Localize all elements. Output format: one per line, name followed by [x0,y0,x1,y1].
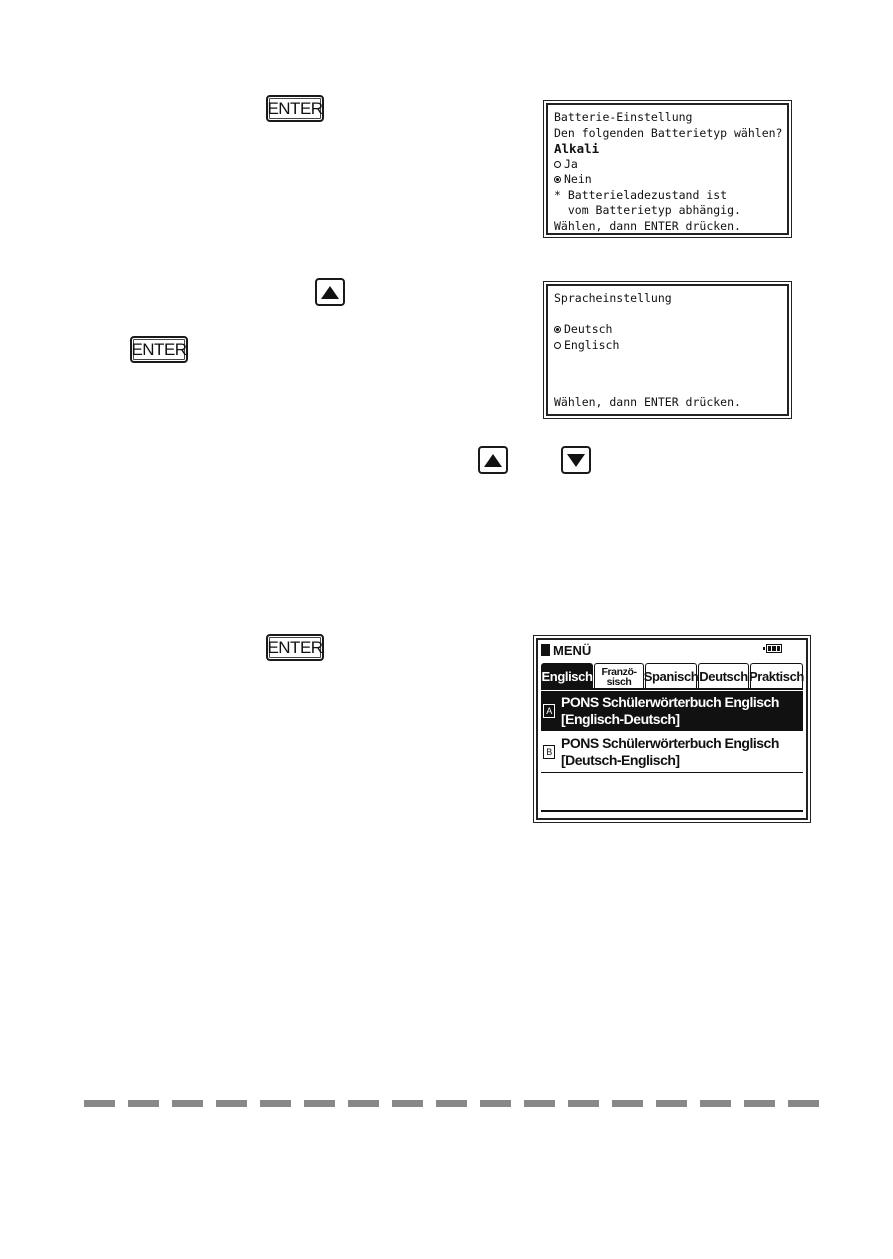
menu-square-icon [541,644,550,656]
tab-label-bottom: sisch [606,675,632,688]
up-triangle-icon [484,454,502,467]
option-yes [554,157,781,173]
screen-footer: Wählen, dann ENTER drücken. [554,218,741,233]
screen-question: Den folgenden Batterietyp wählen? [554,125,783,140]
menu-item-deutsch-englisch[interactable] [541,732,803,772]
menu-item-text [561,694,779,728]
menu-tabs [541,663,803,689]
battery-setting-screen [546,103,789,235]
dashed-separator [84,1100,819,1107]
radio-off-icon [554,161,561,168]
menu-item-text [561,735,779,769]
enter-key-icon: ENTER [266,634,324,661]
option-deutsch-label: Deutsch [564,322,613,336]
option-englisch-label: Englisch [564,337,620,352]
item-divider [541,810,803,812]
menu-title: MENÜ [553,643,592,658]
up-arrow-key-icon [478,446,508,474]
option-englisch [554,338,781,354]
tab-franzoesisch[interactable] [594,663,644,689]
screen-title: Batterie-Einstellung [554,110,693,124]
menu-item-line1: PONS Schülerwörterbuch Englisch [561,735,779,751]
tab-deutsch[interactable]: Deutsch [698,663,749,689]
screen-footer: Wählen, dann ENTER drücken. [554,394,741,409]
screen-title: Spracheinstellung [554,291,672,305]
enter-key-icon: ENTER [266,95,324,122]
radio-on-icon [554,176,561,183]
option-no [554,172,781,188]
option-no-label: Nein [564,172,592,186]
menu-header [541,643,803,661]
up-arrow-key-icon [315,278,345,306]
item-divider [541,772,803,773]
menu-item-line1: PONS Schülerwörterbuch Englisch [561,694,779,710]
item-letter-icon: A [543,704,555,718]
tab-praktisch[interactable]: Praktisch [750,663,803,689]
tab-label-top: Franzö- [601,665,637,678]
up-triangle-icon [321,286,339,299]
battery-icon [766,644,782,653]
tab-divider [541,688,803,690]
enter-key-icon: ENTER [130,336,188,363]
item-letter-icon: B [543,745,555,759]
down-arrow-key-icon [561,446,591,474]
option-yes-label: Ja [564,156,578,171]
note-line: * Batterieladezustand ist [554,187,728,202]
menu-screen [536,638,808,820]
menu-item-line2: [Deutsch-Englisch] [561,752,680,768]
tab-spanisch[interactable]: Spanisch [645,663,697,689]
language-setting-screen [546,284,789,416]
tab-englisch[interactable]: Englisch [541,663,593,689]
radio-off-icon [554,342,561,349]
battery-type: Alkali [554,141,600,156]
blank-line [554,307,781,323]
option-deutsch [554,322,781,338]
radio-on-icon [554,326,561,333]
menu-item-englisch-deutsch[interactable] [541,691,803,731]
menu-item-line2: [Englisch-Deutsch] [561,711,680,727]
note-line: vom Batterietyp abhängig. [554,203,741,217]
down-triangle-icon [567,454,585,467]
